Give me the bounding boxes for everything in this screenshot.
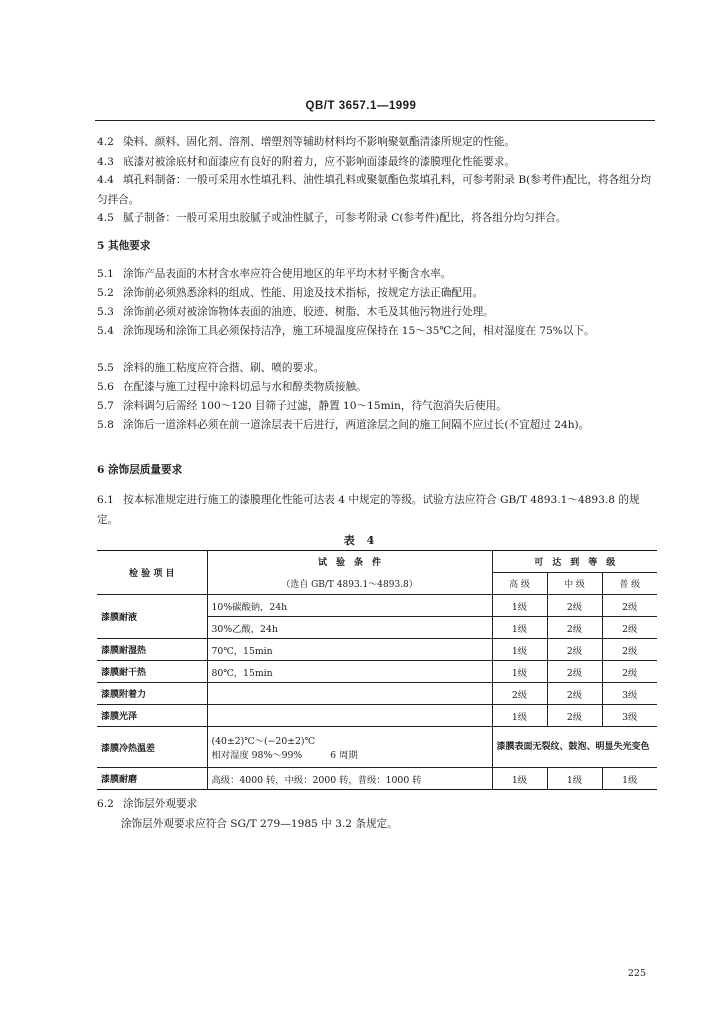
row-item: 漆膜冷热温差 [97,727,207,768]
paragraph-number: 6.2 [97,798,114,810]
row-condition-empty [207,683,492,705]
row-item: 漆膜耐湿热 [97,639,207,661]
grade-general: 2级 [602,617,657,639]
row-result: 漆膜表面无裂纹、鼓泡、明显失光变色 [492,727,657,768]
paragraph-5-6 [97,377,657,397]
paragraph-number: 4.4 [97,174,114,186]
row-condition: 30%乙酸，24h [207,617,492,639]
paragraph-number: 4.3 [97,156,114,168]
section-6-title: 6 涂饰层质量要求 [97,464,183,476]
paragraph-6-1 [97,490,657,530]
paragraph-5-7 [97,396,657,416]
grade-mid: 2级 [547,705,602,727]
paragraph-5-5 [97,358,657,378]
condition-line-2: 相对湿度 98%～99% 6 周期 [211,750,358,761]
grade-general: 2级 [602,661,657,683]
paragraph-6-2-body: 涂饰层外观要求应符合 SG/T 279—1985 中 3.2 条规定。 [121,818,398,830]
row-condition: 高级：4000 转，中级：2000 转，普级：1000 转 [207,768,492,790]
paragraph-number: 5.6 [97,381,114,393]
paragraph-number: 5.8 [97,419,114,431]
table-row [97,727,657,768]
table-row [97,683,657,705]
paragraph-4-3 [97,152,657,172]
row-condition: 70℃，15min [207,639,492,661]
paragraph-text: 涂饰前必须熟悉涂料的组成、性能、用途及技术指标，按规定方法正确配用。 [123,287,484,299]
paragraph-text: 涂料的施工粘度应符合揩、刷、喷的要求。 [123,362,325,374]
header-item: 检 验 项 目 [97,551,207,595]
grade-mid: 2级 [547,617,602,639]
page-number: 225 [627,968,646,979]
paragraph-5-2 [97,283,657,303]
row-condition: 10%碳酸钠，24h [207,595,492,617]
header-grade-high: 高 级 [492,573,547,595]
row-item: 漆膜光泽 [97,705,207,727]
table-row [97,768,657,790]
paragraph-title: 涂饰层外观要求 [123,798,198,810]
grade-general: 3级 [602,705,657,727]
grade-high: 1级 [492,639,547,661]
grade-mid: 2级 [547,661,602,683]
paragraph-number: 5.3 [97,306,114,318]
grade-general: 3级 [602,683,657,705]
paragraph-text: 按本标准规定进行施工的漆膜理化性能可达表 4 中规定的等级。试验方法应符合 GB/T 4893.1～4893.8 的规定。 [97,494,640,526]
row-item: 漆膜耐磨 [97,768,207,790]
grade-high: 1级 [492,617,547,639]
header-grade: 可 达 到 等 级 [492,551,657,573]
row-condition: 80℃，15min [207,661,492,683]
table-row [97,705,657,727]
paragraph-number: 5.5 [97,362,114,374]
paragraph-number: 5.7 [97,400,114,412]
paragraph-4-5 [97,208,657,228]
grade-general: 1级 [602,768,657,790]
paragraph-4-4 [97,170,657,210]
paragraph-text: 底漆对被涂底材和面漆应有良好的附着力，应不影响面漆最终的漆膜理化性能要求。 [123,156,515,168]
paragraph-5-3 [97,302,657,322]
table-4 [97,550,657,790]
row-item: 漆膜耐干热 [97,661,207,683]
paragraph-number: 4.2 [97,136,114,148]
grade-high: 1级 [492,595,547,617]
paragraph-6-2-title [97,794,657,814]
table-row [97,661,657,683]
condition-line-1: (40±2)℃～(−20±2)℃ [211,736,315,747]
header-condition: 试 验 条 件 [207,551,492,573]
paragraph-text: 涂料调匀后需经 100～120 目筛子过滤，静置 10～15min，待气泡消失后使用。 [123,400,507,412]
grade-mid: 2级 [547,639,602,661]
document-header: QB/T 3657.1—1999 [305,100,417,112]
paragraph-text: 涂饰后一道涂料必须在前一道涂层表干后进行，两道涂层之间的施工间隔不应过长(不宜超过 24h)。 [123,419,590,431]
table-row [97,639,657,661]
row-condition [207,727,492,768]
header-condition-source: （选自 GB/T 4893.1～4893.8） [207,573,492,595]
paragraph-5-8 [97,415,657,435]
paragraph-number: 4.5 [97,212,114,224]
paragraph-text: 涂饰前必须对被涂饰物体表面的油迹、胶迹、树脂、木毛及其他污物进行处理。 [123,306,494,318]
grade-mid: 1级 [547,768,602,790]
header-grade-general: 普 级 [602,573,657,595]
paragraph-number: 5.2 [97,287,114,299]
row-item: 漆膜耐液 [97,595,207,639]
grade-mid: 2级 [547,683,602,705]
header-grade-mid: 中 级 [547,573,602,595]
table-row [97,595,657,617]
paragraph-number: 5.4 [97,325,114,337]
header-rule [95,120,655,121]
grade-mid: 2级 [547,595,602,617]
grade-high: 2级 [492,683,547,705]
paragraph-text: 涂饰产品表面的木材含水率应符合使用地区的年平均木材平衡含水率。 [123,268,452,280]
paragraph-text: 填孔料制备：一般可采用水性填孔料、油性填孔料或聚氨酯色浆填孔料，可参考附录 B(参考件)配比，将各组分均匀拌合。 [97,174,651,206]
paragraph-text: 腻子制备：一般可采用虫胶腻子或油性腻子，可参考附录 C(参考件)配比，将各组分均匀拌合。 [123,212,567,224]
section-5-title: 5 其他要求 [97,240,151,252]
paragraph-number: 6.1 [97,494,114,506]
paragraph-5-1 [97,264,657,284]
paragraph-text: 在配漆与施工过程中涂料切忌与水和醇类物质接触。 [123,381,367,393]
grade-high: 1级 [492,768,547,790]
grade-high: 1级 [492,661,547,683]
paragraph-text: 染料、颜料、固化剂、溶剂、增塑剂等辅助材料均不影响聚氨酯清漆所规定的性能。 [123,136,515,148]
grade-general: 2级 [602,639,657,661]
paragraph-4-2 [97,132,657,152]
paragraph-number: 5.1 [97,268,114,280]
paragraph-text: 涂饰现场和涂饰工具必须保持洁净，施工环境温度应保持在 15～35℃之间，相对湿度在 75%以下。 [123,325,595,337]
grade-high: 1级 [492,705,547,727]
table-caption: 表 4 [343,534,379,547]
row-condition-empty [207,705,492,727]
row-item: 漆膜附着力 [97,683,207,705]
grade-general: 2级 [602,595,657,617]
paragraph-5-4 [97,321,657,341]
